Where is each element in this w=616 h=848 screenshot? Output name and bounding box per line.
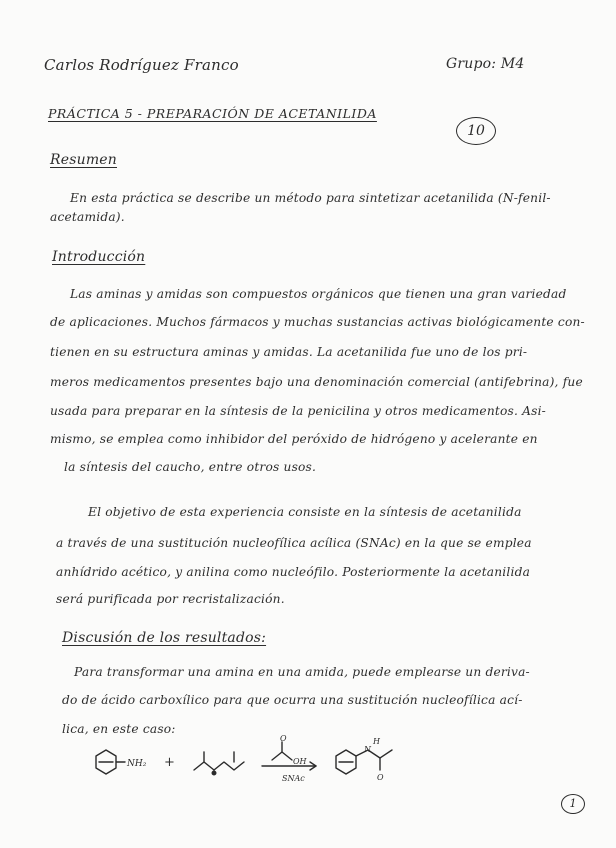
product-n-label: N (364, 745, 371, 754)
intro-p1-line-4: meros medicamentos presentes bajo una denominación comercial (antifebrina), fue (50, 375, 583, 389)
group-label: Grupo: M4 (446, 56, 525, 72)
intro-p2-line-3: anhídrido acético, y anilina como nucleófilo. Posteriormente la acetanilida (56, 565, 531, 579)
product-o-label: O (377, 773, 384, 782)
intro-p1-line-2: de aplicaciones. Muchos fármacos y muchas sustancias activas biológicamente con- (50, 315, 585, 329)
discusion-line-3: lica, en este caso: (62, 722, 176, 736)
discusion-heading: Discusión de los resultados: (62, 630, 267, 646)
discusion-line-2: do de ácido carboxílico para que ocurra una sustitución nucleofílica ací- (62, 693, 523, 707)
author-name: Carlos Rodríguez Franco (44, 56, 239, 74)
acetanilide-structure (336, 750, 392, 774)
arrow-reagent-top: OH (293, 757, 307, 766)
product-h-label: H (373, 737, 380, 746)
introduccion-heading: Introducción (52, 249, 146, 265)
intro-p1-line-7: la síntesis del caucho, entre otros usos. (64, 460, 317, 474)
practice-title: PRÁCTICA 5 - PREPARACIÓN DE ACETANILIDA (48, 106, 377, 121)
intro-p1-line-1: Las aminas y amidas son compuestos orgánicos que tienen una gran variedad (70, 287, 567, 301)
grade-circle: 10 (456, 117, 496, 145)
intro-p2-line-4: será purificada por recristalización. (56, 592, 285, 606)
reactant-nh2-label: NH₂ (127, 759, 147, 769)
aniline-structure (96, 750, 125, 774)
resumen-heading: Resumen (50, 152, 118, 168)
resumen-line-1: En esta práctica se describe un método para sintetizar acetanilida (N-fenil- (70, 191, 551, 205)
intro-p1-line-6: mismo, se emplea como inhibidor del peróxido de hidrógeno y acelerante en (50, 432, 538, 446)
intro-p2-line-1: El objetivo de esta experiencia consiste en la síntesis de acetanilida (88, 505, 522, 519)
arrow-reagent-bottom: SNAc (282, 774, 305, 783)
reaction-arrow (262, 742, 316, 770)
intro-p1-line-5: usada para preparar en la síntesis de la penicilina y otros medicamentos. Asi- (50, 404, 546, 418)
acetic-anhydride-structure (194, 752, 244, 775)
intro-p1-line-3: tienen en su estructura aminas y amidas. La acetanilida fue uno de los pri- (50, 345, 528, 359)
discusion-line-1: Para transformar una amina en una amida, puede emplearse un deriva- (74, 665, 530, 679)
plus-sign: + (164, 755, 175, 770)
page-number: 1 (561, 794, 585, 814)
resumen-line-2: acetamida). (50, 210, 125, 224)
intro-p2-line-2: a través de una sustitución nucleofílica acílica (SNAc) en la que se emplea (56, 536, 532, 550)
anhydride-o-label: O (280, 734, 287, 743)
